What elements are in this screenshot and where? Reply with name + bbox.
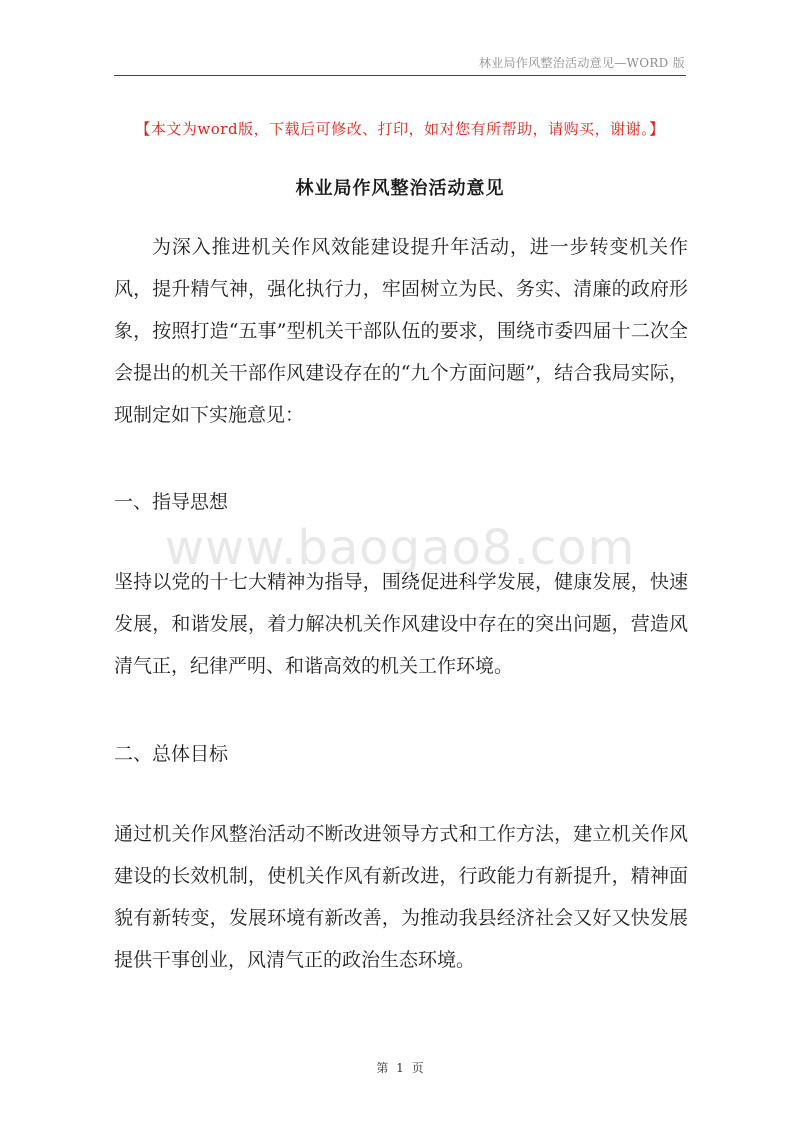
section-heading-guiding-ideology: 一、指导思想: [114, 491, 229, 513]
intro-paragraph: 为深入推进机关作风效能建设提升年活动，进一步转变机关作风，提升精气神，强化执行力，牢固树立为民、务实、清廉的政府形象，按照打造“五事”型机关干部队伍的要求，围绕市委四届十二次全会提出的机关干部作风建设存在的“九个方面问题”，结合我局实际，现制定如下实施意见：: [114, 236, 688, 426]
purchase-notice: 【本文为word版，下载后可修改、打印，如对您有所帮助，请购买，谢谢。】: [135, 120, 665, 138]
watermark: www.baogao8.com: [164, 520, 636, 576]
section-heading-overall-goal: 二、总体目标: [114, 743, 229, 765]
page-number: 第 1 页: [376, 1061, 424, 1075]
document-title: 林业局作风整治活动意见: [295, 178, 505, 199]
header-divider: [114, 75, 686, 76]
running-header: 林业局作风整治活动意见—WORD 版: [478, 56, 685, 70]
section-body-guiding-ideology: 坚持以党的十七大精神为指导，围绕促进科学发展，健康发展，快速发展，和谐发展，着力解决机关作风建设中存在的突出问题，营造风清气正，纪律严明、和谐高效的机关工作环境。: [114, 571, 688, 677]
section-body-overall-goal: 通过机关作风整治活动不断改进领导方式和工作方法，建立机关作风建设的长效机制，使机关作风有新改进，行政能力有新提升，精神面貌有新转变，发展环境有新改善，为推动我县经济社会又好又快发展提供干事创业，风清气正的政治生态环境。: [114, 823, 688, 971]
